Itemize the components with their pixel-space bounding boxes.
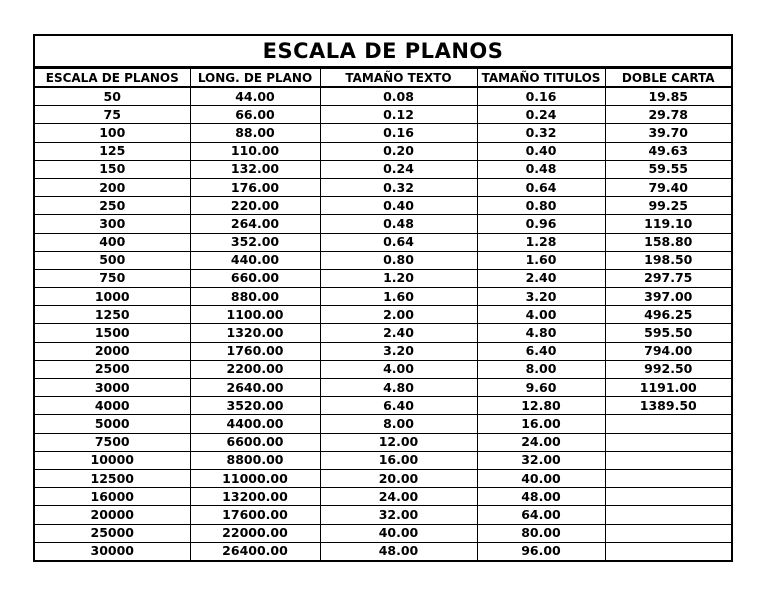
cell-tamano-texto: 40.00	[320, 524, 477, 542]
cell-tamano-titulos: 0.24	[477, 106, 605, 124]
cell-escala: 20000	[35, 506, 190, 524]
cell-tamano-titulos: 6.40	[477, 342, 605, 360]
cell-doble-carta	[605, 488, 731, 506]
cell-tamano-titulos: 4.80	[477, 324, 605, 342]
cell-tamano-texto: 32.00	[320, 506, 477, 524]
cell-escala: 12500	[35, 469, 190, 487]
table-row	[35, 124, 731, 142]
table-row	[35, 251, 731, 269]
cell-longitud: 660.00	[190, 269, 320, 287]
cell-escala: 100	[35, 124, 190, 142]
table-row	[35, 524, 731, 542]
cell-tamano-texto: 2.00	[320, 306, 477, 324]
header-doble-carta: DOBLE CARTA	[605, 69, 731, 88]
cell-longitud: 1760.00	[190, 342, 320, 360]
cell-escala: 500	[35, 251, 190, 269]
table-row	[35, 87, 731, 106]
cell-tamano-titulos: 0.32	[477, 124, 605, 142]
cell-doble-carta: 794.00	[605, 342, 731, 360]
cell-tamano-titulos: 96.00	[477, 542, 605, 560]
cell-tamano-titulos: 80.00	[477, 524, 605, 542]
cell-longitud: 8800.00	[190, 451, 320, 469]
cell-tamano-titulos: 4.00	[477, 306, 605, 324]
table-row	[35, 269, 731, 287]
cell-tamano-titulos: 0.48	[477, 160, 605, 178]
cell-longitud: 6600.00	[190, 433, 320, 451]
cell-doble-carta	[605, 451, 731, 469]
cell-longitud: 110.00	[190, 142, 320, 160]
cell-doble-carta: 99.25	[605, 197, 731, 215]
scale-table-sheet	[33, 34, 733, 562]
header-tamano-texto: TAMAÑO TEXTO	[320, 69, 477, 88]
cell-escala: 5000	[35, 415, 190, 433]
cell-tamano-titulos: 0.16	[477, 87, 605, 106]
table-row	[35, 542, 731, 560]
cell-doble-carta: 79.40	[605, 178, 731, 196]
table-row	[35, 342, 731, 360]
table-row	[35, 506, 731, 524]
cell-doble-carta: 595.50	[605, 324, 731, 342]
cell-doble-carta: 19.85	[605, 87, 731, 106]
table-row	[35, 397, 731, 415]
cell-tamano-texto: 12.00	[320, 433, 477, 451]
cell-longitud: 26400.00	[190, 542, 320, 560]
cell-tamano-texto: 0.32	[320, 178, 477, 196]
cell-escala: 300	[35, 215, 190, 233]
cell-escala: 400	[35, 233, 190, 251]
cell-longitud: 4400.00	[190, 415, 320, 433]
cell-longitud: 44.00	[190, 87, 320, 106]
table-row	[35, 178, 731, 196]
cell-longitud: 66.00	[190, 106, 320, 124]
cell-tamano-titulos: 32.00	[477, 451, 605, 469]
cell-escala: 10000	[35, 451, 190, 469]
cell-tamano-texto: 4.80	[320, 379, 477, 397]
cell-escala: 25000	[35, 524, 190, 542]
cell-tamano-titulos: 16.00	[477, 415, 605, 433]
cell-longitud: 1100.00	[190, 306, 320, 324]
cell-tamano-texto: 0.08	[320, 87, 477, 106]
table-row	[35, 233, 731, 251]
cell-tamano-titulos: 48.00	[477, 488, 605, 506]
cell-tamano-texto: 0.24	[320, 160, 477, 178]
cell-escala: 250	[35, 197, 190, 215]
table-row	[35, 469, 731, 487]
cell-doble-carta	[605, 524, 731, 542]
table-row	[35, 360, 731, 378]
cell-tamano-titulos: 0.64	[477, 178, 605, 196]
cell-escala: 7500	[35, 433, 190, 451]
cell-escala: 750	[35, 269, 190, 287]
cell-tamano-titulos: 1.28	[477, 233, 605, 251]
cell-doble-carta: 49.63	[605, 142, 731, 160]
table-row	[35, 106, 731, 124]
cell-escala: 16000	[35, 488, 190, 506]
cell-tamano-texto: 8.00	[320, 415, 477, 433]
cell-escala: 150	[35, 160, 190, 178]
cell-doble-carta: 158.80	[605, 233, 731, 251]
cell-tamano-texto: 0.16	[320, 124, 477, 142]
cell-longitud: 176.00	[190, 178, 320, 196]
cell-longitud: 440.00	[190, 251, 320, 269]
cell-doble-carta: 1389.50	[605, 397, 731, 415]
cell-escala: 2000	[35, 342, 190, 360]
cell-escala: 30000	[35, 542, 190, 560]
cell-doble-carta	[605, 415, 731, 433]
cell-tamano-texto: 1.20	[320, 269, 477, 287]
cell-doble-carta: 59.55	[605, 160, 731, 178]
cell-tamano-texto: 1.60	[320, 288, 477, 306]
cell-tamano-titulos: 8.00	[477, 360, 605, 378]
cell-tamano-texto: 2.40	[320, 324, 477, 342]
cell-tamano-texto: 48.00	[320, 542, 477, 560]
cell-tamano-texto: 24.00	[320, 488, 477, 506]
table-row	[35, 288, 731, 306]
cell-tamano-titulos: 64.00	[477, 506, 605, 524]
header-tamano-titulos: TAMAÑO TITULOS	[477, 69, 605, 88]
cell-longitud: 132.00	[190, 160, 320, 178]
cell-tamano-texto: 20.00	[320, 469, 477, 487]
cell-tamano-texto: 4.00	[320, 360, 477, 378]
cell-longitud: 352.00	[190, 233, 320, 251]
table-body	[35, 87, 731, 560]
table-row	[35, 160, 731, 178]
cell-tamano-texto: 0.40	[320, 197, 477, 215]
cell-tamano-texto: 0.20	[320, 142, 477, 160]
scale-table	[35, 68, 731, 560]
cell-tamano-titulos: 0.40	[477, 142, 605, 160]
cell-longitud: 13200.00	[190, 488, 320, 506]
cell-escala: 50	[35, 87, 190, 106]
table-row	[35, 324, 731, 342]
table-row	[35, 215, 731, 233]
cell-escala: 1500	[35, 324, 190, 342]
cell-tamano-titulos: 12.80	[477, 397, 605, 415]
cell-doble-carta: 397.00	[605, 288, 731, 306]
cell-tamano-texto: 0.12	[320, 106, 477, 124]
cell-escala: 125	[35, 142, 190, 160]
header-row	[35, 69, 731, 88]
table-header	[35, 69, 731, 88]
table-row	[35, 488, 731, 506]
cell-longitud: 22000.00	[190, 524, 320, 542]
cell-tamano-texto: 16.00	[320, 451, 477, 469]
cell-tamano-titulos: 0.96	[477, 215, 605, 233]
cell-longitud: 2200.00	[190, 360, 320, 378]
header-longitud: LONG. DE PLANO	[190, 69, 320, 88]
cell-tamano-texto: 6.40	[320, 397, 477, 415]
cell-doble-carta	[605, 469, 731, 487]
cell-tamano-titulos: 2.40	[477, 269, 605, 287]
table-title: ESCALA DE PLANOS	[35, 36, 731, 68]
cell-doble-carta: 29.78	[605, 106, 731, 124]
cell-doble-carta	[605, 542, 731, 560]
cell-tamano-texto: 0.64	[320, 233, 477, 251]
cell-escala: 3000	[35, 379, 190, 397]
cell-tamano-titulos: 1.60	[477, 251, 605, 269]
table-row	[35, 142, 731, 160]
cell-longitud: 17600.00	[190, 506, 320, 524]
cell-longitud: 3520.00	[190, 397, 320, 415]
cell-tamano-texto: 3.20	[320, 342, 477, 360]
table-row	[35, 197, 731, 215]
cell-escala: 1250	[35, 306, 190, 324]
cell-tamano-titulos: 3.20	[477, 288, 605, 306]
table-row	[35, 379, 731, 397]
header-escala: ESCALA DE PLANOS	[35, 69, 190, 88]
cell-escala: 4000	[35, 397, 190, 415]
cell-tamano-titulos: 0.80	[477, 197, 605, 215]
cell-doble-carta: 198.50	[605, 251, 731, 269]
cell-doble-carta: 119.10	[605, 215, 731, 233]
cell-doble-carta: 992.50	[605, 360, 731, 378]
cell-doble-carta: 496.25	[605, 306, 731, 324]
cell-tamano-titulos: 40.00	[477, 469, 605, 487]
cell-tamano-texto: 0.80	[320, 251, 477, 269]
cell-doble-carta	[605, 506, 731, 524]
table-row	[35, 451, 731, 469]
cell-longitud: 880.00	[190, 288, 320, 306]
cell-longitud: 11000.00	[190, 469, 320, 487]
table-row	[35, 433, 731, 451]
cell-doble-carta: 297.75	[605, 269, 731, 287]
cell-doble-carta: 1191.00	[605, 379, 731, 397]
cell-escala: 75	[35, 106, 190, 124]
cell-longitud: 220.00	[190, 197, 320, 215]
cell-doble-carta: 39.70	[605, 124, 731, 142]
cell-tamano-titulos: 24.00	[477, 433, 605, 451]
cell-longitud: 1320.00	[190, 324, 320, 342]
cell-tamano-titulos: 9.60	[477, 379, 605, 397]
cell-longitud: 2640.00	[190, 379, 320, 397]
cell-longitud: 264.00	[190, 215, 320, 233]
table-row	[35, 415, 731, 433]
cell-escala: 200	[35, 178, 190, 196]
cell-escala: 2500	[35, 360, 190, 378]
cell-escala: 1000	[35, 288, 190, 306]
cell-tamano-texto: 0.48	[320, 215, 477, 233]
cell-longitud: 88.00	[190, 124, 320, 142]
cell-doble-carta	[605, 433, 731, 451]
table-row	[35, 306, 731, 324]
